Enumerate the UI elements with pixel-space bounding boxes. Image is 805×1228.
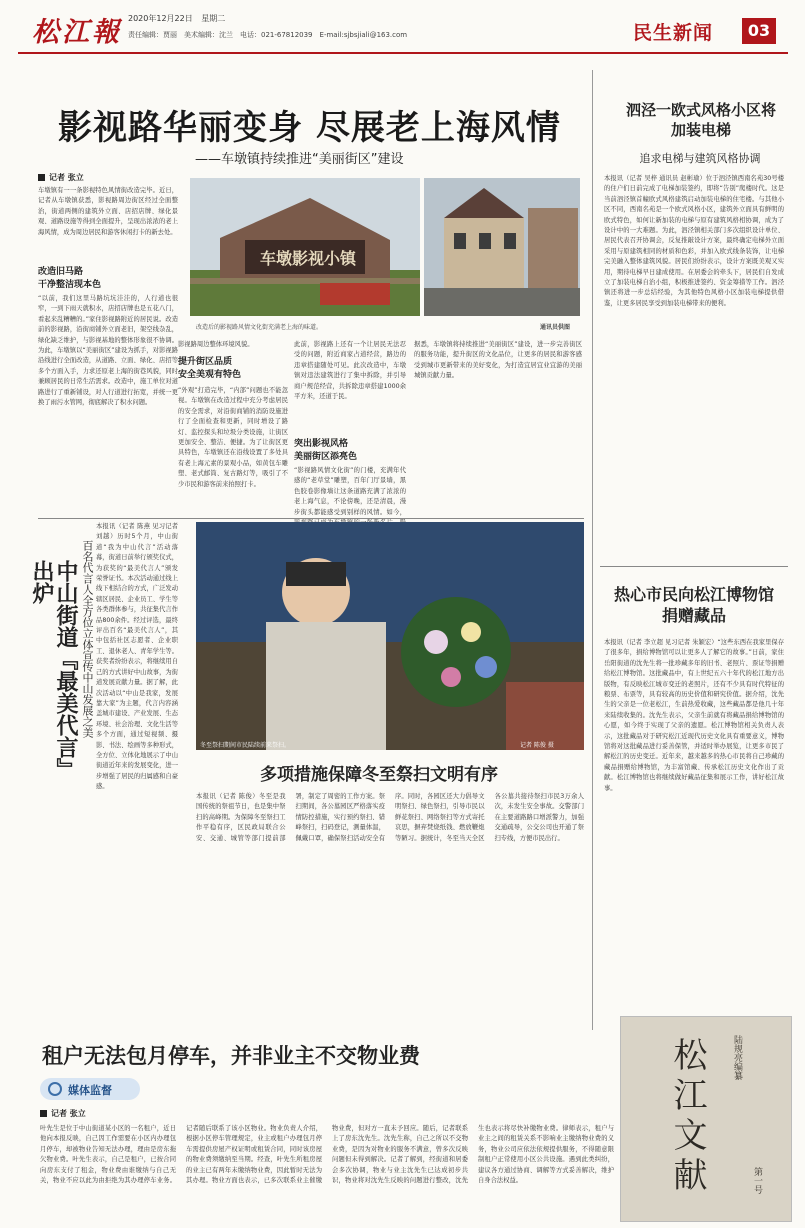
book-side-text: 陆规亮编纂 [732,1035,742,1080]
issue-date [128,13,225,24]
media-watch-tag [40,1078,140,1100]
media-watch-label: 媒体监督 [68,1084,112,1097]
lead-photo-caption: 改造后的影视路风情文化街充满老上海的味道。 [196,324,323,331]
magnifier-icon [48,1082,62,1096]
elevator-title: 泗泾一欧式风格小区将加装电梯 [626,101,777,139]
date: 2020年12月22日 [128,14,193,23]
tomb-title: 多项措施保障冬至祭扫文明有序 [260,765,498,785]
lead-para-1: “以前，我们这里马路坑坑洼洼的，人行道也很窄，一到下雨天就积水，店招店牌也是五花八门，看起来乱糟糟的。”家住影视路附近的居民说。改造前的影视路，沿街商铺外立面老旧，架空线杂乱，绿化缺乏维护，与影视基地的整体形象很不协调。为此，车墩镇以“美丽街区”建设为抓手，对影视路沿线进行全面改造，从道路、立面、绿化、店招等多个方面入手，力求还原老上海的街巷风貌，同时兼顾居民的日常生活需求。改造中，施工单位对道路进行了重新铺设，对人行道进行拓宽，并统一更换了雨污水管网，彻底解决了积水问题。 [38,295,178,407]
lead-photo-credit: 通讯员供图 [540,324,571,331]
film-town-gate-image [190,178,420,316]
lead-col-3-top: 影视路周边整体环境风貌。 [178,341,254,348]
newspaper-logo: 松江報 [32,17,122,48]
lead-photo-left [190,178,420,316]
book-stamp: 第一号 [752,1167,762,1194]
square-bullet-icon [40,1110,47,1117]
lead-intro: 车墩镇有一一条影视特色风情街改造完毕。近日，记者从车墩镇获悉，影视路周边街区经过全面整治，街道两侧的建筑外立面、店招店牌、绿化景观、道路设施等得到全面提升，呈现出浓浓的老上海风情，成为周边居民和游客休闲打卡的新去处。 [38,187,178,236]
svg-text:车墩影视小镇: 车墩影视小镇 [260,249,357,268]
museum-divider [600,566,788,567]
lead-photo-right [424,178,580,316]
parking-title: 租户无法包月停车，并非业主不交物业费 [42,1043,420,1068]
parking-byline: 记者 张立 [40,1108,86,1119]
old-shanghai-street-image [424,178,580,316]
right-column-rule [592,70,593,1030]
section-divider [38,518,584,519]
square-bullet-icon [38,174,45,181]
tomb-photo [196,522,584,750]
lead-para-6: 据悉，车墩镇将持续推进“美丽街区”建设，进一步完善街区的服务功能，提升街区的文化品位，让更多的居民和游客感受到城市更新带来的美好变化，为打造宜居宜业宜游的美丽城镇贡献力量。 [414,341,582,380]
lead-title: 影视路华丽变身 尽展老上海风情 [58,108,561,148]
museum-text: 本报讯（记者 李立超 见习记者 朱颖宏）“这些东西在我家里保存了很多年，捐给博物馆可以让更多人了解它的故事。”日前，家住岳阳街道的沈先生将一批珍藏多年的旧书、老照片、票证等捐赠给松江博物馆。这批藏品中，有上世纪五六十年代的松江地方出版物，有反映松江城市变迁的老照片，还有不少具有时代特征的粮票、布票等，具有较高的历史价值和研究价值。据介绍，沈先生的父亲是一位老松江，生前热爱收藏，这些藏品都是他几十年来陆续收集的。沈先生表示，父亲生前就有将藏品捐给博物馆的心愿，如今终于实现了父亲的遗愿。松江博物馆相关负责人表示，这批藏品对于研究松江近现代历史文化具有重要意义，博物馆将对这批藏品进行妥善保管，并适时举办展览，让更多市民了解松江的历史变迁。近年来，越来越多的热心市民将自己珍藏的藏品捐赠给博物馆，为丰富馆藏、传承松江历史文化作出了贡献。松江博物馆也将继续做好藏品征集和展示工作，讲好松江故事。 [604,639,784,792]
parking-text: 叶先生是位于中山街道某小区的一名租户，近日他向本报反映，自己因工作需要在小区内办理包月停车，却被物业告知无法办理，理由是房东拖欠物业费。叶先生表示，自己是租户，已按合同向房东支付了租金，物业费由谁缴纳与自己无关，物业不应以此为由拒绝为其办理停车业务。记者随后联系了该小区物业。物业负责人介绍，根据小区停车管理规定，业主或租户办理包月停车需提供房屋产权证明或租赁合同，同时该房屋的物业费须缴纳至当期。经查，叶先生所租房屋的业主已有两年未缴纳物业费，因此暂时无法为其办理。物业方面也表示，已多次联系业主催缴物业费，但对方一直未予回应。随后，记者联系上了房东沈先生。沈先生称，自己之所以不交物业费，是因为对物业的服务不满意，曾多次反映问题但未得到解决。记者了解到，经街道和居委会多次协调，物业与业主沈先生已达成初步共识，物业将对沈先生反映的问题进行整改，沈先生也表示将尽快补缴物业费。律师表示，租户与业主之间的租赁关系不影响业主缴纳物业费的义务，物业公司应依法依规提供服务，不得随意限制租户正常使用小区公共设施。遇到此类纠纷，建议各方通过协商、调解等方式妥善解决，维护自身合法权益。 [40,1125,614,1185]
lead-subtitle: ——车墩镇持续推进“美丽街区”建设 [195,152,404,167]
tomb-photo-credit: 记者 陈俊 摄 [520,742,554,749]
elevator-subtitle: 追求电梯与建筑风格协调 [639,152,761,165]
side-story-subtitle: 百名代言人全方位立体宣传中山发展之美 [81,540,94,738]
lead-heading-1: 改造旧马路 干净整洁现本色 [38,267,102,290]
page-number: 03 [742,18,776,44]
elevator-text: 本报讯（记者 吴梓 通讯员 赵彬瑜）位于泗泾镇西南名苑30号楼的住户们日前完成了电梯加装签约，即将“告别”爬楼时代。这是当前泗泾镇首幢欧式风格建筑启动加装电梯的住宅楼。与其他小区不同，西南名苑是一个欧式风格小区，建筑外立面具有鲜明的欧式特色，如何让新加装的电梯与原有建筑风格相协调，成为了设计中的一大难题。为此，泗泾镇相关部门多次组织设计单位、居民代表召开协调会，反复推敲设计方案，最终确定电梯外立面采用与原建筑相同的材质和色彩，并加入欧式线条装饰，让电梯完美融入整体建筑风貌。居民们纷纷表示，设计方案既美观又实用，期待电梯早日建成使用。在居委会的牵头下，居民们自发成立了加装电梯自治小组，积极推进签约、资金筹措等工作。泗泾镇还将进一步总结经验，为其他特色风格小区加装电梯提供借鉴，让更多居民享受到加装电梯带来的便利。 [604,175,784,307]
lead-para-4: 此前，影视路上还有一个让居民无法忍受的问题，附近商家占道经营，路边的违章搭建随处可见。此次改造中，车墩镇对违法建筑进行了集中拆除，并引导商户规范经营，共拆除违章搭建1000余平方米，还道于民。 [294,341,406,401]
side-story-text: 本报讯（记者 陈燕 见习记者 刘越）历时5个月，中山街道“我为中山代言”活动落幕，街道日前举行颁奖仪式，为获奖的“最美代言人”颁发荣誉证书。本次活动通过线上线下相结合的方式，广泛发动辖区居民、企业员工、学生等各类群体参与，共征集代言作品800余件。经过评选，最终评出百名“最美代言人”，其中包括社区志愿者、企业职工、退休老人、青年学生等。获奖者纷纷表示，将继续用自己的方式讲好中山故事，为街道发展贡献力量。据了解，此次活动以“中山是我家，发展靠大家”为主题，代言内容涵盖城市建设、产业发展、生态环境、社会治理、文化生活等多个方面，通过短视频、摄影、书法、绘画等多种形式，全方位、立体化地展示了中山街道近年来的发展变化，进一步增强了居民的归属感和自豪感。 [96,523,178,791]
section-name: 民生新闻 [633,22,714,44]
side-story-title: 中山街道『最美代言』出炉 [29,560,79,780]
museum-book-photo [620,1016,792,1222]
lead-para-5: “影视路风情文化街”的门楼，充满年代感的“老草堂”雕塑，百年门厅景墙，黑色胶卷影像墙让这条道路充满了浓浓的老上海气息，不论傍晚，还是清晨，漫步街头都能感受到别样的风情。如今， [294,467,406,516]
tomb-sweeping-image [196,522,584,750]
lead-byline: 记者 张立 [38,172,84,183]
tomb-text: 本报讯（记者 陈俊）冬至是我国传统的祭祖节日，也是集中祭扫的高峰期。为保障冬至祭扫工作平稳有序，区民政局联合公安、交通、城管等部门提前部署，制定了周密的工作方案。祭扫期间，各公墓园区严格落实疫情防控措施，实行预约祭扫、错峰祭扫，扫码登记，测量体温，佩戴口罩，确保祭扫活动安全有序。同时，各园区还大力倡导文明祭扫、绿色祭扫，引导市民以鲜花祭扫、网络祭扫等方式寄托哀思，摒弃焚烧纸钱、燃放鞭炮等陋习。据统计，冬至当天全区各公墓共接待祭扫市民3万余人次，未发生安全事故。交警部门在主要道路路口增派警力，加强交通疏导，公交公司也开通了祭扫专线，方便市民出行。 [196,793,584,842]
lead-heading-2: 提升街区品质 安全美观有特色 [178,357,242,380]
tomb-photo-caption: 冬至祭扫期间市民陆续前来祭扫。 [200,742,291,749]
museum-title: 热心市民向松江博物馆捐赠藏品 [613,585,774,625]
book-title: 松江文献 [667,1037,707,1197]
editor-line: 责任编辑：贾丽 美术编辑：沈兰 电话：021-67812039 E-mail:sjbsjiali@163.com [128,31,408,39]
lead-heading-3: 突出影视风格 美丽街区添亮色 [294,439,358,462]
masthead [18,8,788,54]
masthead-rule [18,52,788,54]
weekday: 星期二 [201,14,226,23]
lead-para-3: “外观”打造完毕，“内部”问题也不能忽视。车墩镇在改造过程中充分考虑居民的安全需求，对沿街商铺的消防设施进行了全面检查和更新，同时增设了路灯、监控探头和垃圾分类设施，让街区更加安全、整洁、便捷。为了让街区更具特色，车墩镇还在沿线设置了多处具有老上海元素的景观小品，如黄包车雕塑、老式邮筒、复古路灯等，吸引了不少市民和游客前来拍照打卡。 [178,387,288,488]
